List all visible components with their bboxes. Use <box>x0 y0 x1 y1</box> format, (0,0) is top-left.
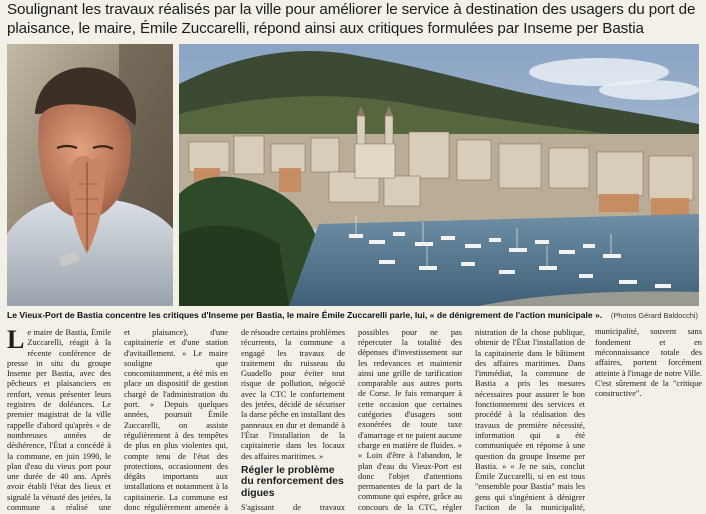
subhead: Régler le problème du renforcement des digues <box>241 464 344 499</box>
paragraph: de résoudre certains problèmes récurrents, la commune a engagé les travaux de traitement du ruisseau du Guadello pour éviter tout risque de pollution, négocié avec la CTC le confortement des jetées, décidé de sécuriser la darse pêche en installant des panneaux en dur et demandé à l'État l'installation de la capitainerie dans les locaux des affaires maritimes. » <box>241 328 345 461</box>
article-column-2 <box>124 328 228 514</box>
drop-cap: L <box>7 328 25 354</box>
paragraph: et plaisance), d'une capitainerie et d'une station d'avitaillement. » Le maire souligne que concomitamment, a été mis en place un dispositif de gestion chargé de l'administration du port. « Depuis quelques années, poursuit Émile Zuccarelli, on assiste régulièrement à des tempêtes de plus en plus violentes qui, compte tenu de l'état des protections, occasionnent des dégâts importants aux installations et notamment à la capitainerie. La commune est donc régulièrement amenée à <box>124 328 228 513</box>
article-column-3 <box>241 328 345 514</box>
paragraph-continued: possibles pour ne pas répercuter la totalité des dépenses d'investissement sur les redevances et maintenir ainsi une grille de tarification comparable aux autres ports de Corse. Je fais remarquer à cette occasion que certaines catégories d'usagers sont exonérées de toute taxe d'amarrage et ne paient aucune charge en matière de fluides. » « Loin d'être à l'abandon, le plan d'eau du Vieux-Port est donc l'objet d'attentions permanentes de la part de la commune qui espère, grâce au concours de la CTC, régler <box>358 328 462 512</box>
paragraph: S'agissant de travaux <box>241 503 345 513</box>
caption-text: Le Vieux-Port de Bastia concentre les critiques d'Inseme per Bastia, le maire Émile Zuccarelli parle, lui, « de dénigrement de l'action municipale ». <box>7 310 603 320</box>
article-column-1 <box>7 328 111 514</box>
article-column-6 <box>595 328 702 514</box>
paragraph: nistration de la chose publique, obtenir de l'État l'installation de la capitainerie dans le bâtiment des affaires maritimes. Dans l'immédiat, la commune de Bastia a pris les mesures nécessaires pour assurer le bon fonctionnement des services et procédé à la réalisation des travaux de première nécessité, information qui a été communiquée en réponse à une question du groupe Inseme per Bastia. » « Je ne sais, conclut Émile Zuccarelli, si en est tous "ensemble pour Bastia" mais les gens qui s'ingénient à dénigrer l'action de la municipalité, <box>475 328 585 513</box>
paragraph-continued: municipalité, souvent sans fondement et en méconnaissance totale des affaires, portent forcément atteinte à l'image de notre Ville. C'est sûrement de la "critique constructive". <box>595 328 702 399</box>
headline: Soulignant les travaux réalisés par la ville pour améliorer le service à destination des usagers du port de plaisance, le maire, Émile Zuccarelli, répond ainsi aux critiques formulées par Inseme per Bastia <box>7 1 696 37</box>
article-column-4 <box>358 328 462 514</box>
portrait-photo <box>7 44 173 306</box>
paragraph: Le maire de Bastia, Émile Zuccarelli, réagit à la récente conférence de presse in situ du groupe Inseme per Bastia, avec des pêcheurs et plaisanciers en renfort, venus présenter leurs registres de doléances. Le premier magistrat de la ville rappelle d'abord qu'après « de nombreuses années de déshérence, l'État a concédé à la commune, en juin 1990, le plan d'eau du vieux port pour une durée de 40 ans. Après avoir établi l'état des lieux et signalé la vétusté des jetées, la commune a réalisé une <box>7 328 111 513</box>
photo-credit: (Photos Gérard Baldocchi) <box>610 311 698 320</box>
photo-caption <box>7 309 702 322</box>
harbour-photo <box>179 44 699 306</box>
article-body <box>7 328 702 514</box>
article-column-5 <box>475 328 585 514</box>
